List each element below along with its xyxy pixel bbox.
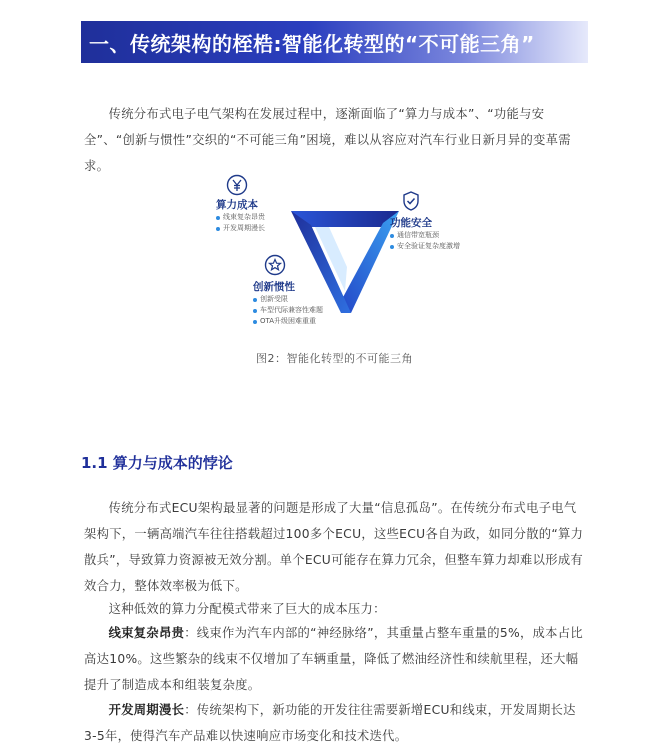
shield-check-icon: [400, 190, 422, 212]
figure-group-heading: 功能安全: [390, 217, 432, 229]
figure-group-item: 线束复杂昂贵: [216, 212, 265, 223]
figure-caption: 图2：智能化转型的不可能三角: [256, 352, 413, 365]
figure-group-item: 安全验证复杂度激增: [390, 241, 460, 252]
body-paragraph: 传统分布式ECU架构最显著的问题是形成了大量“信息孤岛”。在传统分布式电子电气架构下，一辆高端汽车往往搭载超过100多个ECU，这些ECU各自为政，如同分散的“算力散兵”，导致算力资源被无效分割。单个ECU可能存在算力冗余，但整车算力却难以形成有效合力，整体效率极为低下。: [84, 501, 584, 593]
body-paragraph: 这种低效的算力分配模式带来了巨大的成本压力：: [108, 602, 386, 616]
paragraph-lead: 开发周期漫长: [108, 703, 185, 717]
paragraph-body: ：线束作为汽车内部的“神经脉络”，其重量占整车重量的5%，成本占比高达10%。这些繁杂的线束不仅增加了车辆重量，降低了燃油经济性和续航里程，还大幅提升了制造成本和组装复杂度。: [84, 626, 583, 692]
yen-icon: [226, 174, 248, 196]
body-paragraph: [84, 697, 586, 749]
figure-group-item: 车型代际兼容性难题: [253, 305, 323, 316]
figure-group-compute-cost: [216, 198, 265, 234]
figure-group-item: OTA升级困难重重: [253, 316, 323, 327]
section-banner: [81, 21, 588, 63]
star-icon: [264, 254, 286, 276]
figure-group-innovation-inertia: [253, 280, 323, 327]
figure-group-heading: 创新惯性: [253, 281, 295, 293]
paragraph-body: ：传统架构下，新功能的开发往往需要新增ECU和线束，开发周期长达3-5年，使得汽车产品难以快速响应市场变化和技术迭代。: [84, 703, 576, 743]
figure-group-item: 创新受限: [253, 294, 323, 305]
figure-group-item: 通信带宽瓶颈: [390, 230, 460, 241]
section-title: 一、传统架构的桎梏:智能化转型的“不可能三角”: [89, 31, 535, 56]
impossible-triangle-figure: [210, 170, 480, 340]
intro-paragraph: 传统分布式电子电气架构在发展过程中，逐渐面临了“算力与成本”、“功能与安全”、“创新与惯性”交织的“不可能三角”困境，难以从容应对汽车行业日新月异的变革需求。: [84, 107, 571, 173]
figure-group-item: 开发周期漫长: [216, 223, 265, 234]
figure-group-heading: 算力成本: [216, 199, 258, 211]
paragraph-lead: 线束复杂昂贵: [108, 626, 185, 640]
body-paragraph: [84, 620, 586, 698]
subsection-title: 1.1 算力与成本的悖论: [81, 454, 233, 472]
figure-group-function-safety: [390, 216, 460, 252]
